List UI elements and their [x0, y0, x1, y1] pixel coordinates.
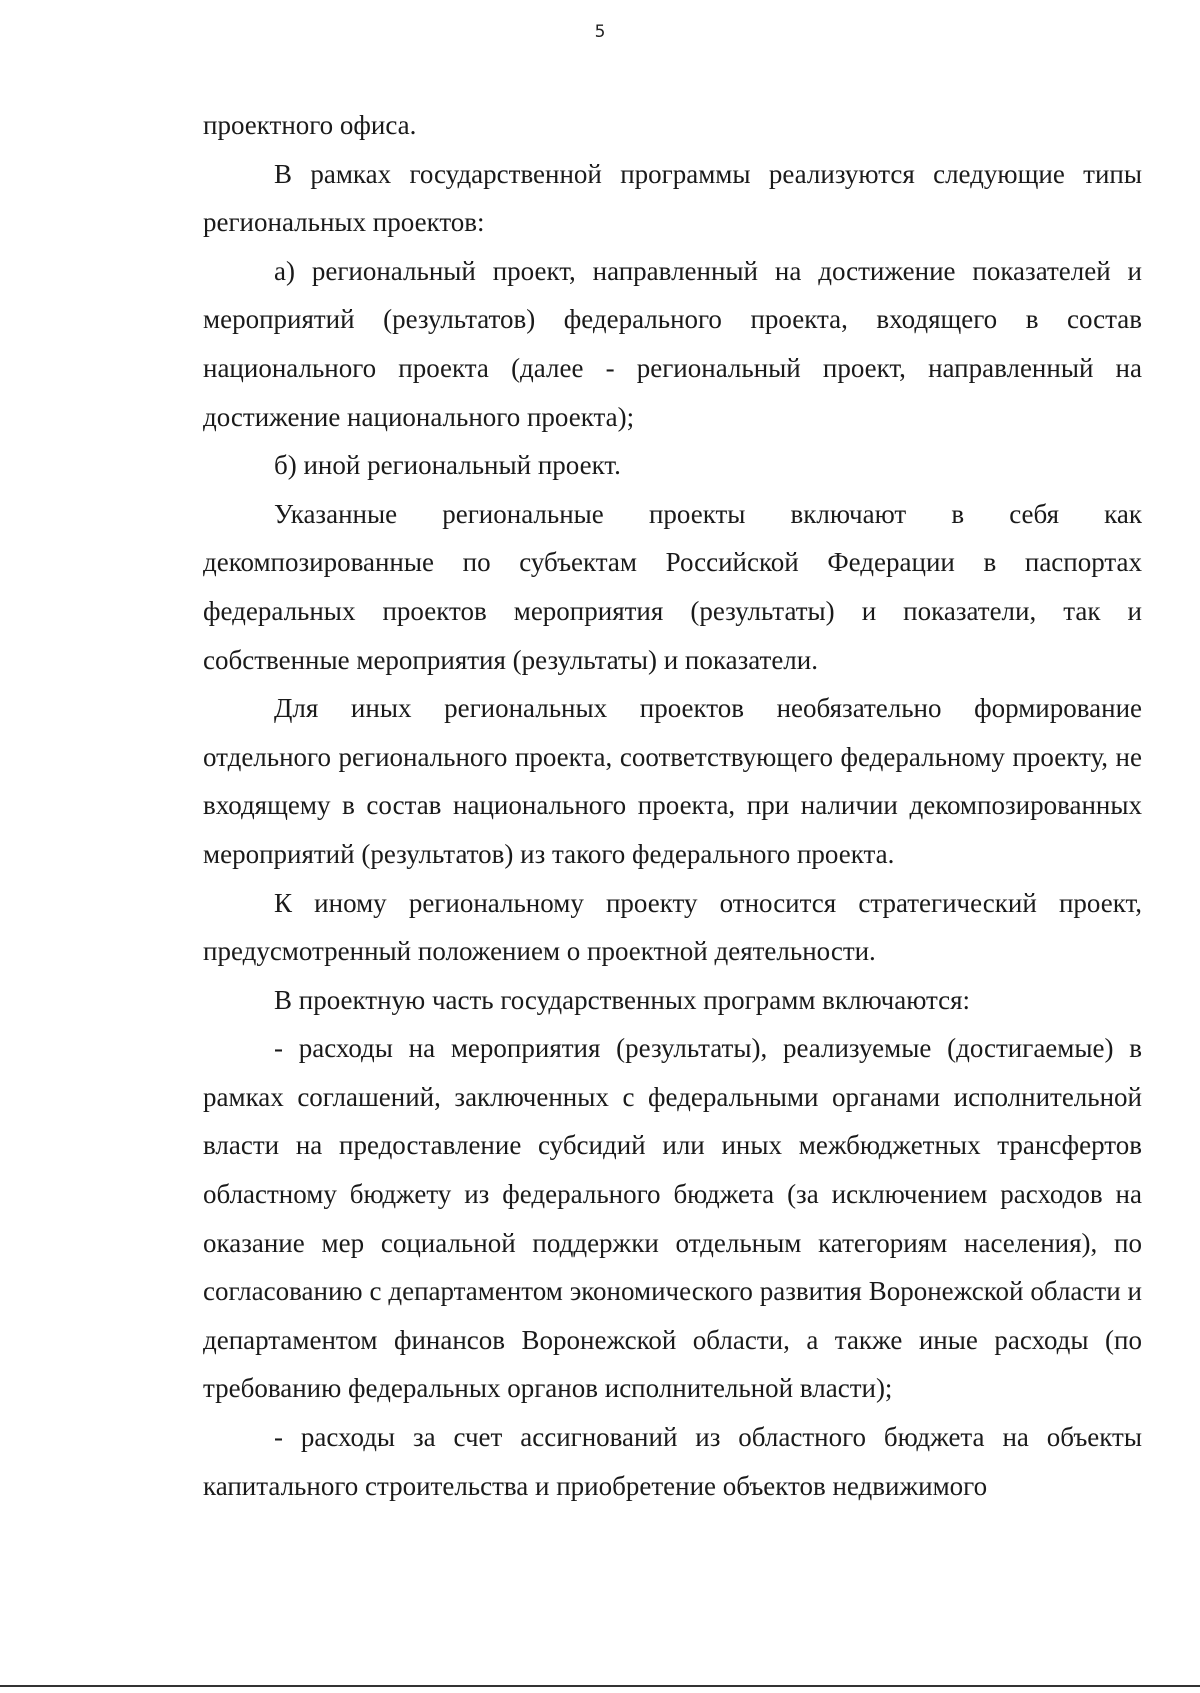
paragraph-projects-include: Указанные региональные проекты включают в себя как декомпозированные по субъектам Российской Федерации в паспортах федеральных проектов мероприятия (результаты) и показатели, так и собственные мероприятия (результаты) и показатели. — [203, 498, 1142, 675]
paragraph-project-types-intro: В рамках государственной программы реализуются следующие типы региональных проектов: — [203, 158, 1142, 238]
paragraph-other-projects: Для иных региональных проектов необязательно формирование отдельного регионального проекта, соответствующего федеральному проекту, не входящему в состав национального проекта, при наличии декомпозированных мероприятий (результатов) из такого федерального проекта. — [203, 693, 1142, 869]
paragraph-project-part-intro: В проектную часть государственных программ включаются: — [274, 984, 971, 1015]
paragraph-expenses-agreements: - расходы на мероприятия (результаты), реализуемые (достигаемые) в рамках соглашений, заключенных с федеральными органами исполнительной власти на предоставление субсидий или иных межбюджетных трансфертов областному бюджету из федерального бюджета (за исключением расходов на оказание мер социальной поддержки отдельным категориям населения), по согласованию с департаментом экономического развития Воронежской области и департаментом финансов Воронежской области, а также иные расходы (по требованию федеральных органов исполнительной власти); — [203, 1033, 1142, 1404]
paragraph-expenses-capital: - расходы за счет ассигнований из областного бюджета на объекты капитального строительства и приобретение объектов недвижимого — [203, 1422, 1142, 1501]
paragraph-strategic-project: К иному региональному проекту относится стратегический проект, предусмотренный положением о проектной деятельности. — [203, 887, 1142, 967]
paragraph-item-a: а) региональный проект, направленный на достижение показателей и мероприятий (результатов) федерального проекта, входящего в состав национального проекта (далее - региональный проект, направленный на достижение национального проекта); — [203, 255, 1142, 432]
bottom-divider — [0, 1685, 1200, 1687]
document-body — [203, 101, 1142, 1510]
page-number: 5 — [594, 22, 606, 42]
paragraph-continuation: проектного офиса. — [203, 110, 417, 140]
paragraph-item-b: б) иной региональный проект. — [274, 450, 621, 481]
